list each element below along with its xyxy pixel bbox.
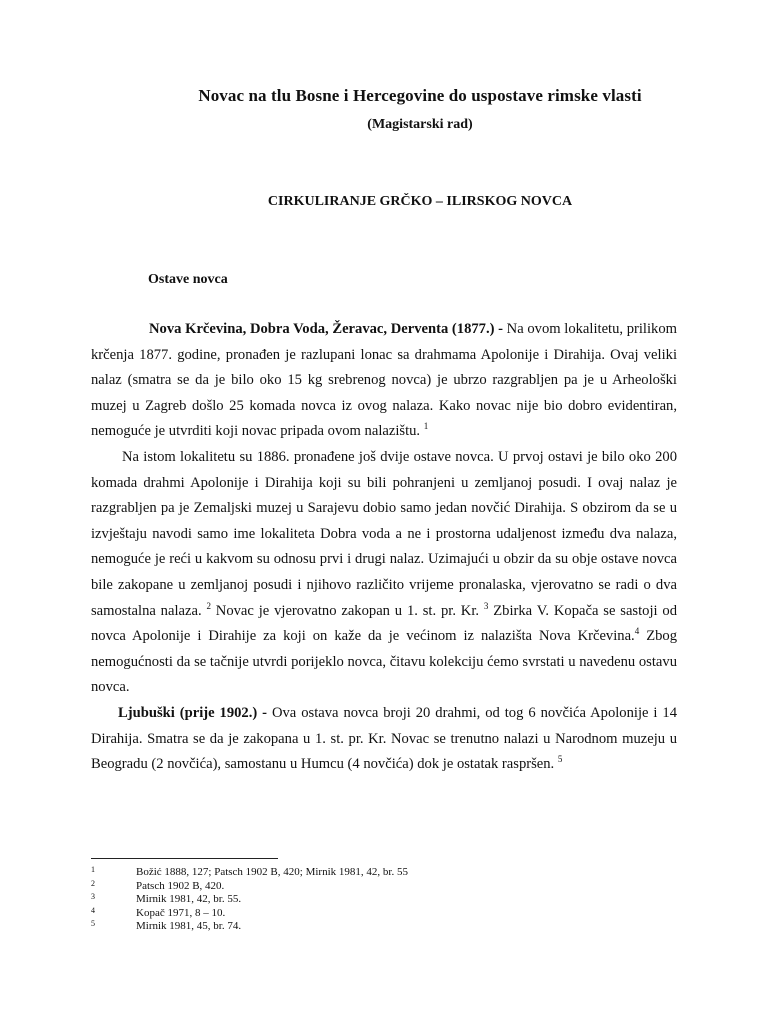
footnote [91,866,591,880]
footnote-ref: 4 [634,626,640,637]
footnote-divider [91,858,278,859]
footnotes [91,866,591,934]
body-text [91,317,677,778]
paragraph-text: Novac je vjerovatno zakopan u 1. st. pr. Kr. [210,602,484,619]
footnote-ref: 5 [557,754,563,765]
footnote-number: 1 [91,865,95,874]
footnote [91,893,591,907]
document-title: Novac na tlu Bosne i Hercegovine do uspostave rimske vlasti [198,86,642,105]
entry-heading: Nova Krčevina, Dobra Voda, Žeravac, Derventa (1877.) - [149,321,504,337]
footnote [91,907,591,921]
footnote [91,920,591,934]
footnote-text: Mirnik 1981, 45, br. 74. [136,920,242,932]
footnote [91,880,591,894]
footnote-text: Mirnik 1981, 42, br. 55. [136,893,242,905]
paragraph-text: Zbog nemogućnosti da se tačnije utvrdi porijeklo novca, čitavu kolekciju ćemo svrstati u navedenu ostavu novca. [91,628,677,696]
footnote-text: Patsch 1902 B, 420. [136,879,225,892]
paragraph-text: Zbirka V. Kopača se sastoji od novca Apolonije i Dirahije za koji on kaže da je većinom iz nalazišta Nova Krčevina. [91,602,677,645]
footnote-number: 2 [91,878,95,888]
paragraph [91,317,677,445]
paragraph-text: Na istom lokalitetu su 1886. pronađene još dvije ostave novca. U prvoj ostavi je bilo oko 200 komada drahmi Apolonije i Dirahija koji su bili pohranjeni u zemljanoj posudi. I ovaj nalaz je razgrabljen pa je Zemaljski muzej u Sarajevu dobio samo jedan novčić Dirahija. S obzirom da se u izvještaju navodi samo ime lokaliteta Dobra voda a ne i prostorna udaljenost između dva nalaza, nemoguće je reći u kakvom su odnosu prvi i drugi nalaz. Uzimajući u obzir da su obje ostave novca bile zakopane u zemljanoj posudi i njihovo različito vrijeme pronalaska, vjerovatno se radi o dva samostalna nalaza. [91,448,677,619]
footnote-text: Božić 1888, 127; Patsch 1902 B, 420; Mirnik 1981, 42, br. 55 [136,866,408,878]
paragraph [91,701,677,778]
footnote-number: 5 [91,919,95,928]
footnote-number: 3 [91,892,95,901]
entry-heading: Ljubuški (prije 1902.) - [118,704,268,721]
footnote-ref: 1 [423,421,429,432]
footnote-number: 4 [91,905,95,915]
paragraph-text: Ova ostava novca broji 20 drahmi, od tog 6 novčića Apolonije i 14 Dirahija. Smatra se da je zakopana u 1. st. pr. Kr. Novac se trenutno nalazi u Narodnom muzeju u Beogradu (2 novčića), samostanu u Humcu (4 novčića) dok je ostatak raspršen. [91,704,678,773]
subheading: Ostave novca [148,272,228,287]
section-heading: CIRKULIRANJE GRČKO – ILIRSKOG NOVCA [267,194,573,209]
footnote-ref: 2 [206,600,211,611]
paragraph-text: Na ovom lokalitetu, prilikom krčenja 1877. godine, pronađen je razlupani lonac sa drahmama Apolonije i Dirahija. Ovaj veliki nalaz (smatra se da je bilo oko 15 kg srebrenog novca) je ubrzo razgrabljen pa je u Arheološki muzej u Zagreb došlo 25 komada novca iz ovog nalaza. Kako novac nije bio dobro evidentiran, nemoguće je utvrditi koji novac pripada ovom nalazištu. [91,321,677,440]
footnote-text: Kopač 1971, 8 – 10. [136,906,226,919]
paragraph [91,445,677,701]
footnote-ref: 3 [483,600,489,611]
document-subtitle: (Magistarski rad) [367,117,473,132]
